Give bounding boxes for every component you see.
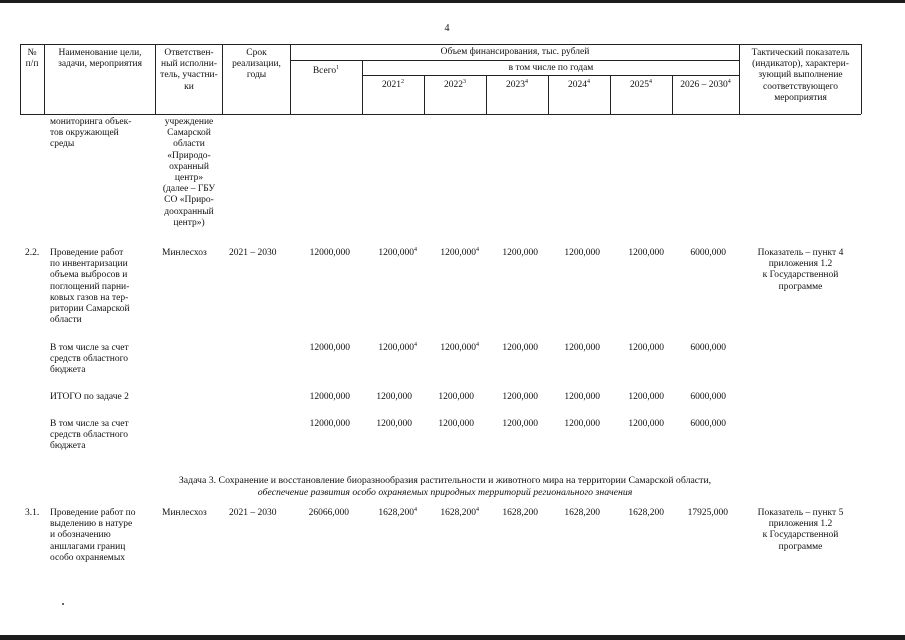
cell-2022: 1200,000	[438, 392, 474, 402]
text-line: Самарской	[167, 128, 211, 139]
text-line: среды	[50, 139, 75, 150]
row-number: 2.2.	[25, 248, 40, 258]
text-line: области	[173, 139, 205, 150]
text-line: аншлагами границ	[50, 541, 126, 552]
row-indicator	[741, 508, 860, 553]
year-label: 2022	[444, 80, 463, 90]
cell-2026-2030: 6000,000	[690, 248, 726, 258]
header-year-2022	[424, 80, 486, 91]
text-line: Проведение работ	[50, 248, 124, 258]
cell-value: 1628,200	[378, 508, 414, 518]
year-sup: 4	[727, 78, 731, 85]
row-term: 2021 – 2030	[229, 248, 277, 258]
bottom-border	[0, 635, 905, 640]
text-line: центр»	[174, 173, 204, 184]
text-line: доохранный	[164, 206, 214, 217]
text-line: приложения 1.2	[768, 259, 833, 270]
cell-sup: 4	[476, 506, 479, 513]
text-line: мониторинга объек-	[50, 117, 132, 127]
cell-2022	[424, 343, 479, 354]
cell-2026-2030: 6000,000	[690, 392, 726, 402]
text-line: охранный	[169, 161, 209, 172]
cell-total: 26066,000	[308, 508, 349, 518]
cell-sup: 4	[476, 246, 479, 253]
header-indicator: Тактический показатель (индикатор), характери-зующий выполнение соответствующего мероприятия	[751, 48, 850, 103]
scan-speck	[62, 603, 64, 605]
cell-total: 12000,000	[309, 248, 350, 258]
year-label: 2025	[630, 80, 649, 90]
text-line: к Государственной	[762, 270, 839, 281]
cell-total: 12000,000	[309, 419, 350, 429]
row-name	[50, 419, 129, 453]
cell-2024: 1200,000	[564, 248, 600, 258]
header-num-line1: №	[27, 48, 37, 58]
row-responsible: Минлесхоз	[162, 508, 207, 518]
cell-2026-2030: 6000,000	[690, 343, 726, 353]
header-year-2021	[362, 80, 424, 91]
year-sup: 4	[525, 78, 528, 85]
header-year-2026-2030	[672, 80, 739, 91]
header-total	[292, 66, 360, 77]
text-line: (далее – ГБУ	[162, 184, 216, 195]
cell-sup: 4	[476, 341, 479, 348]
cell-2021: 1200,000	[376, 392, 412, 402]
text-line: В том числе за счет	[50, 343, 129, 353]
text-line: средств областного	[50, 354, 129, 365]
cell-2024: 1628,200	[564, 508, 600, 518]
text-line: программе	[778, 281, 823, 292]
header-responsible: Ответствен-ный исполни-тель, участни-ки	[160, 48, 218, 92]
row-number: 3.1.	[25, 508, 40, 518]
text-line: по инвентаризации	[50, 259, 128, 270]
cell-2021	[362, 248, 417, 259]
row-name	[50, 508, 135, 564]
text-line: бюджета	[50, 365, 86, 376]
year-sup: 4	[649, 78, 652, 85]
continuation-name	[50, 117, 131, 151]
cell-2021	[362, 508, 417, 519]
header-total-label: Всего	[312, 66, 337, 76]
cell-value: 1200,000	[378, 248, 414, 258]
text-line: центр»)	[173, 217, 205, 228]
cell-value: 1628,200	[440, 508, 476, 518]
text-line: выделению в натуре	[50, 519, 133, 530]
text-line: ковых газов на тер-	[50, 292, 129, 303]
cell-2023: 1200,000	[502, 392, 538, 402]
cell-2022: 1200,000	[438, 419, 474, 429]
year-sup: 4	[587, 78, 590, 85]
cell-2021	[362, 343, 417, 354]
cell-2023: 1628,200	[502, 508, 538, 518]
row-name: ИТОГО по задаче 2	[50, 392, 129, 402]
year-label: 2024	[568, 80, 587, 90]
cell-2026-2030: 17925,000	[687, 508, 728, 518]
continuation-responsible	[150, 117, 228, 229]
cell-total: 12000,000	[309, 343, 350, 353]
text-line: и обозначению	[50, 530, 111, 541]
header-funding: Объем финансирования, тыс. рублей	[440, 47, 590, 57]
cell-value: 1200,000	[440, 248, 476, 258]
cell-2025: 1200,000	[628, 419, 664, 429]
year-label: 2023	[506, 80, 525, 90]
cell-total: 12000,000	[309, 392, 350, 402]
cell-2025: 1628,200	[628, 508, 664, 518]
cell-sup: 4	[414, 506, 417, 513]
text-line: учреждение	[164, 117, 214, 127]
header-year-2024	[548, 80, 610, 91]
text-line: к Государственной	[762, 530, 839, 541]
cell-2024: 1200,000	[564, 343, 600, 353]
cell-2025: 1200,000	[628, 343, 664, 353]
header-num	[20, 48, 44, 70]
row-responsible: Минлесхоз	[162, 248, 207, 258]
row-name	[50, 343, 129, 377]
year-label: 2021	[382, 80, 401, 90]
text-line: ритории Самарской	[50, 304, 130, 315]
cell-2024: 1200,000	[564, 392, 600, 402]
row-name	[50, 248, 130, 326]
cell-sup: 4	[414, 246, 417, 253]
text-line: поглощений парни-	[50, 281, 130, 292]
text-line: тов окружающей	[50, 128, 119, 139]
cell-2021: 1200,000	[376, 419, 412, 429]
cell-2023: 1200,000	[502, 248, 538, 258]
task-3-subtitle: обеспечение развития особо охраняемых природных территорий регионального значения	[257, 487, 633, 498]
cell-2022	[424, 248, 479, 259]
cell-2023: 1200,000	[502, 343, 538, 353]
text-line: особо охраняемых	[50, 552, 125, 563]
cell-2022	[424, 508, 479, 519]
year-label: 2026 – 2030	[680, 80, 728, 90]
header-name: Наименование цели, задачи, мероприятия	[58, 48, 142, 70]
header-term: Срок реализации, годы	[232, 48, 281, 81]
header-by-years: в том числе по годам	[508, 63, 594, 73]
text-line: средств областного	[50, 430, 129, 441]
row-term: 2021 – 2030	[229, 508, 277, 518]
header-year-2025	[610, 80, 672, 91]
row-indicator	[741, 248, 860, 293]
year-sup: 3	[463, 78, 466, 85]
text-line: Проведение работ по	[50, 508, 136, 518]
cell-2024: 1200,000	[564, 419, 600, 429]
cell-2025: 1200,000	[628, 248, 664, 258]
text-line: области	[50, 315, 82, 326]
cell-value: 1200,000	[440, 343, 476, 353]
year-sup: 2	[401, 78, 404, 85]
text-line: «Природо-	[167, 150, 211, 161]
text-line: бюджета	[50, 441, 86, 452]
header-total-sup: 1	[336, 64, 340, 71]
cell-2026-2030: 6000,000	[690, 419, 726, 429]
cell-2023: 1200,000	[502, 419, 538, 429]
page-number: 4	[444, 23, 450, 34]
cell-value: 1200,000	[378, 343, 414, 353]
text-line: СО «Приро-	[164, 195, 214, 206]
cell-2025: 1200,000	[628, 392, 664, 402]
text-line: программе	[778, 541, 823, 552]
header-year-2023	[486, 80, 548, 91]
text-line: В том числе за счет	[50, 419, 129, 429]
cell-sup: 4	[414, 341, 417, 348]
header-num-line2: п/п	[25, 59, 39, 70]
top-border	[0, 0, 905, 3]
text-line: Показатель – пункт 5	[757, 508, 844, 518]
text-line: объема выбросов и	[50, 270, 128, 281]
text-line: Показатель – пункт 4	[757, 248, 844, 258]
text-line: приложения 1.2	[768, 519, 833, 530]
task-3-title: Задача 3. Сохранение и восстановление биоразнообразия растительности и животного мира на территории Самарской области,	[178, 475, 712, 486]
